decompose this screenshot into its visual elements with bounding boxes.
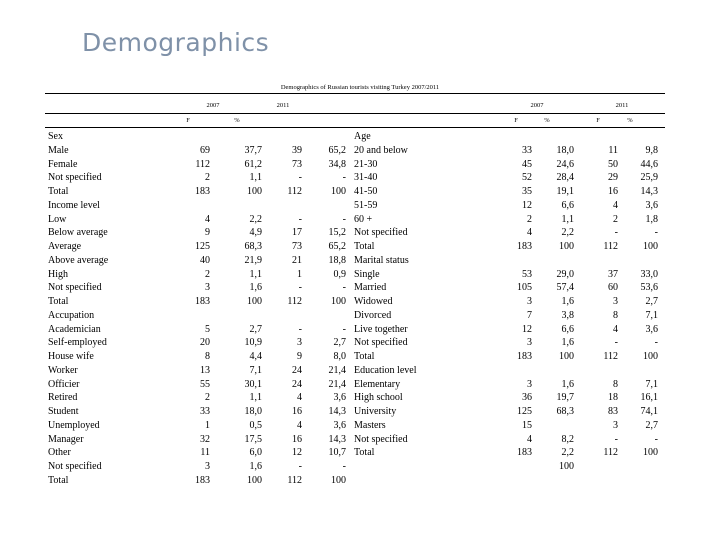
table-cell: -	[342, 213, 346, 225]
table-cell: 61,2	[244, 158, 262, 170]
table-cell	[588, 460, 618, 474]
table-cell	[540, 254, 574, 268]
table-cell: 4	[297, 419, 302, 431]
table-row-label: Total	[354, 241, 375, 252]
table-row-label: Total	[354, 447, 375, 459]
table-cell	[588, 364, 618, 378]
table-cell	[588, 254, 618, 268]
table-cell: 112	[603, 241, 618, 252]
table-cell: 15,2	[328, 227, 346, 239]
table-cell: 83	[608, 406, 618, 417]
table-row-label: University	[354, 406, 397, 417]
table-cell: 8,0	[333, 351, 346, 362]
table-row-label: Marital status	[354, 254, 409, 266]
table-row-label: Total	[48, 186, 69, 197]
table-cell: 30,1	[244, 378, 262, 390]
table-cell: 100	[247, 186, 262, 197]
table-cell	[228, 130, 262, 144]
table-cell: 60	[608, 282, 618, 294]
table-cell: 2	[205, 392, 210, 404]
table-cell: 68,3	[244, 241, 262, 252]
left-year-2011-header: 2011	[276, 102, 290, 109]
table-row-label: Total	[354, 351, 375, 362]
table-cell: 35	[522, 186, 532, 197]
table-cell: 69	[200, 144, 210, 156]
table-row-label: Academician	[48, 323, 101, 335]
table-cell: 1,6	[249, 282, 262, 294]
table-cell: 29	[608, 172, 618, 184]
table-cell: -	[654, 433, 658, 445]
table-row-label: Above average	[48, 254, 109, 266]
table-cell: 12	[292, 447, 302, 459]
table-cell: 6,0	[249, 447, 262, 459]
table-row-label: Not specified	[354, 433, 408, 445]
table-cell: 15	[522, 419, 532, 431]
table-cell	[540, 130, 574, 144]
table-cell: 2	[205, 172, 210, 184]
left-p2007-column	[228, 130, 262, 488]
table-cell: 6,6	[561, 199, 574, 211]
table-cell: 7,1	[645, 309, 658, 321]
table-row-label	[354, 460, 474, 474]
table-row-label: Single	[354, 268, 380, 280]
table-cell	[176, 309, 210, 323]
table-cell: 3,6	[645, 323, 658, 335]
table-cell: 100	[247, 296, 262, 307]
table-row-label: Unemployed	[48, 419, 100, 431]
table-cell: 3,6	[333, 392, 346, 404]
table-cell: 21,9	[244, 254, 262, 266]
table-cell: 3	[205, 282, 210, 294]
table-row-label: Live together	[354, 323, 408, 335]
right-p2011-column	[624, 130, 658, 474]
table-cell: -	[342, 282, 346, 294]
table-cell: 2	[527, 213, 532, 225]
table-cell: 1,1	[561, 213, 574, 225]
table-cell: 53	[522, 268, 532, 280]
table-cell: 33,0	[640, 268, 658, 280]
right-f-2007-header: F	[514, 117, 518, 124]
table-cell: 1,6	[561, 296, 574, 307]
table-cell: 100	[559, 461, 574, 472]
table-cell: 2,7	[249, 323, 262, 335]
table-cell: 1	[205, 419, 210, 431]
table-cell: 8	[613, 378, 618, 390]
table-cell: 50	[608, 158, 618, 170]
table-cell: 19,1	[556, 186, 574, 197]
right-pct-2011-header: %	[627, 117, 633, 124]
table-cell: -	[654, 337, 658, 349]
table-cell: 183	[195, 474, 210, 486]
table-cell: 10,9	[244, 337, 262, 349]
table-cell: 20	[200, 337, 210, 349]
table-cell: 2,2	[561, 227, 574, 239]
table-cell: 3	[613, 419, 618, 431]
table-row-label: Accupation	[48, 309, 95, 321]
right-f-2011-header: F	[596, 117, 600, 124]
right-label-column	[354, 130, 474, 474]
table-cell: 5	[205, 323, 210, 335]
table-row-label: 21-30	[354, 158, 378, 170]
table-cell	[500, 254, 532, 268]
table-row-label: Not specified	[354, 337, 408, 349]
table-cell: 14,3	[328, 406, 346, 417]
table-cell: 2,2	[561, 447, 574, 459]
table-cell: 74,1	[640, 406, 658, 417]
table-cell: 2	[613, 213, 618, 225]
table-cell: 7	[527, 309, 532, 321]
table-cell: 3	[205, 461, 210, 472]
table-cell: 57,4	[556, 282, 574, 294]
table-cell: 4	[527, 433, 532, 445]
table-cell: 24	[292, 378, 302, 390]
table-header-rule	[45, 113, 665, 114]
table-row-label: 51-59	[354, 199, 378, 211]
table-cell: 12	[522, 323, 532, 335]
table-cell: 112	[287, 296, 302, 307]
table-cell: 1,1	[249, 172, 262, 184]
table-subheader-rule	[45, 127, 665, 128]
table-cell: 112	[287, 474, 302, 486]
table-cell: 55	[200, 378, 210, 390]
table-cell	[624, 364, 658, 378]
table-cell: 10,7	[328, 447, 346, 459]
table-cell: -	[298, 172, 302, 184]
table-cell: 16	[292, 406, 302, 417]
table-cell: 2	[205, 268, 210, 280]
table-cell: 0,9	[333, 268, 346, 280]
table-cell: 4	[297, 392, 302, 404]
table-cell	[228, 199, 262, 213]
table-row-label: Total	[48, 296, 69, 307]
table-cell: 19,7	[556, 392, 574, 404]
table-cell: -	[654, 227, 658, 239]
table-cell: 8	[205, 351, 210, 362]
table-cell: 8,2	[561, 433, 574, 445]
table-cell: -	[614, 433, 618, 445]
table-cell	[500, 460, 532, 474]
table-cell	[500, 130, 532, 144]
left-f2007-column	[176, 130, 210, 488]
table-row-label: Education level	[354, 364, 417, 376]
table-cell: 36	[522, 392, 532, 404]
table-cell	[500, 364, 532, 378]
table-cell: 125	[517, 406, 532, 417]
table-row-label: Female	[48, 158, 78, 170]
table-cell: 100	[643, 351, 658, 362]
table-cell: 17	[292, 227, 302, 239]
table-cell	[624, 130, 658, 144]
table-cell: 11	[200, 447, 210, 459]
table-cell: 7,1	[645, 378, 658, 390]
table-cell: 1,1	[249, 392, 262, 404]
table-cell: 9	[297, 351, 302, 362]
table-cell: 9,8	[645, 144, 658, 156]
right-f2011-column	[588, 130, 618, 474]
table-cell	[540, 419, 574, 433]
table-cell: 125	[195, 241, 210, 252]
table-row-label: Low	[48, 213, 67, 225]
table-cell	[312, 199, 346, 213]
table-cell: 4,4	[249, 351, 262, 362]
table-row-label: Income level	[48, 199, 100, 211]
table-row-label: Age	[354, 131, 371, 142]
table-row-label: Worker	[48, 364, 78, 376]
table-cell: 52	[522, 172, 532, 184]
table-cell: 1,6	[561, 378, 574, 390]
table-cell: 112	[287, 186, 302, 197]
table-cell: 3	[527, 337, 532, 349]
table-cell: 100	[559, 241, 574, 252]
table-cell: 0,5	[249, 419, 262, 431]
table-cell: 183	[517, 351, 532, 362]
table-cell: 37	[608, 268, 618, 280]
table-cell: 21,4	[328, 364, 346, 376]
table-row-label: Not specified	[48, 172, 102, 184]
slide-title: Demographics	[82, 28, 270, 57]
table-cell: 9	[205, 227, 210, 239]
table-row-label: Self-employed	[48, 337, 107, 349]
table-row-label: Male	[48, 144, 69, 156]
table-cell	[624, 460, 658, 474]
table-cell	[176, 130, 210, 144]
table-cell: 3	[613, 296, 618, 307]
table-cell: 16	[292, 433, 302, 445]
table-cell: -	[342, 461, 346, 472]
table-cell: 4,9	[249, 227, 262, 239]
table-row-label: 60 +	[354, 213, 373, 225]
left-f-2007-header: F	[186, 117, 190, 124]
table-cell: 100	[559, 351, 574, 362]
table-cell: 53,6	[640, 282, 658, 294]
table-cell: 33	[522, 144, 532, 156]
table-cell: 8	[613, 309, 618, 321]
table-cell: 1,8	[645, 213, 658, 225]
table-cell: 11	[608, 144, 618, 156]
table-row-label: 41-50	[354, 186, 378, 197]
table-cell: 4	[527, 227, 532, 239]
table-cell: 4	[613, 199, 618, 211]
table-cell: -	[614, 337, 618, 349]
table-cell: 100	[643, 447, 658, 459]
table-cell: 183	[517, 241, 532, 252]
table-cell: 100	[331, 474, 346, 486]
table-row-label: 31-40	[354, 172, 378, 184]
table-cell: 6,6	[561, 323, 574, 335]
table-cell: 100	[331, 296, 346, 307]
table-cell: 7,1	[249, 364, 262, 376]
table-cell: 13	[200, 364, 210, 376]
table-cell: 68,3	[556, 406, 574, 417]
table-row-label: Not specified	[48, 461, 102, 472]
table-cell	[312, 130, 346, 144]
table-cell	[540, 364, 574, 378]
table-row-label: Married	[354, 282, 387, 294]
table-row-label: Below average	[48, 227, 108, 239]
table-cell: 65,2	[328, 241, 346, 252]
table-cell: 21,4	[328, 378, 346, 390]
table-cell: 18,8	[328, 254, 346, 266]
table-cell: 112	[603, 351, 618, 362]
table-cell: 3,6	[645, 199, 658, 211]
table-cell: 3,8	[561, 309, 574, 321]
table-cell: 100	[643, 241, 658, 252]
table-cell: 2,7	[645, 296, 658, 307]
table-cell: 73	[292, 241, 302, 252]
table-row-label: Manager	[48, 433, 84, 445]
table-cell: 100	[247, 474, 262, 486]
table-cell: 24,6	[556, 158, 574, 170]
left-label-column	[48, 130, 168, 488]
table-cell: 18,0	[244, 406, 262, 417]
table-row-label: Not specified	[48, 282, 102, 294]
right-pct-2007-header: %	[544, 117, 550, 124]
left-year-2007-header: 2007	[206, 102, 220, 109]
left-pct-2007-header: %	[234, 117, 240, 124]
table-row-label: Sex	[48, 131, 63, 142]
table-row-label: Not specified	[354, 227, 408, 239]
table-cell: 1	[297, 268, 302, 280]
table-cell	[588, 130, 618, 144]
table-row-label: House wife	[48, 351, 94, 362]
table-cell: 32	[200, 433, 210, 445]
table-cell: 14,3	[328, 433, 346, 445]
table-cell: 3	[297, 337, 302, 349]
table-cell	[270, 199, 302, 213]
table-cell: 44,6	[640, 158, 658, 170]
table-cell: -	[298, 323, 302, 335]
table-row-label: Student	[48, 406, 79, 417]
table-row-label: Retired	[48, 392, 78, 404]
table-cell: 105	[517, 282, 532, 294]
table-cell: 17,5	[244, 433, 262, 445]
table-top-rule	[45, 93, 665, 94]
table-cell: 3,6	[333, 419, 346, 431]
table-cell: -	[342, 172, 346, 184]
table-cell	[228, 309, 262, 323]
left-p2011-column	[312, 130, 346, 488]
table-cell: 29,0	[556, 268, 574, 280]
table-row-label: Officier	[48, 378, 80, 390]
table-cell: 100	[331, 186, 346, 197]
table-row-label: Other	[48, 447, 71, 459]
table-row-label: Total	[48, 474, 69, 486]
table-cell: 183	[195, 296, 210, 307]
table-caption: Demographics of Russian tourists visiting Turkey 2007/2011	[280, 84, 440, 91]
table-cell: 18	[608, 392, 618, 404]
table-cell: -	[298, 213, 302, 225]
table-cell	[270, 130, 302, 144]
table-cell: -	[614, 227, 618, 239]
table-cell: 14,3	[640, 186, 658, 197]
table-cell: 3	[527, 378, 532, 390]
table-cell: 1,6	[249, 461, 262, 472]
table-row-label: Average	[48, 241, 82, 252]
table-row-label: 20 and below	[354, 144, 408, 156]
table-row-label: High	[48, 268, 68, 280]
table-cell: -	[298, 461, 302, 472]
table-cell	[312, 309, 346, 323]
table-cell: -	[298, 282, 302, 294]
table-row-label: Divorced	[354, 309, 392, 321]
table-cell: 2,7	[645, 419, 658, 431]
right-p2007-column	[540, 130, 574, 474]
table-cell: 112	[603, 447, 618, 459]
table-row-label: High school	[354, 392, 403, 404]
table-cell: 24	[292, 364, 302, 376]
table-cell: 1,1	[249, 268, 262, 280]
table-row-label: Masters	[354, 419, 386, 431]
table-cell: 37,7	[244, 144, 262, 156]
table-cell: 40	[200, 254, 210, 266]
table-row-label: Widowed	[354, 296, 393, 307]
table-cell	[270, 309, 302, 323]
table-cell: 112	[195, 158, 210, 170]
table-cell: 3	[527, 296, 532, 307]
table-cell	[624, 254, 658, 268]
table-cell: 73	[292, 158, 302, 170]
left-f2011-column	[270, 130, 302, 488]
table-cell: 183	[195, 186, 210, 197]
table-cell: 21	[292, 254, 302, 266]
table-cell: 25,9	[640, 172, 658, 184]
table-cell: 39	[292, 144, 302, 156]
table-cell: 4	[613, 323, 618, 335]
table-cell	[176, 199, 210, 213]
table-cell: 183	[517, 447, 532, 459]
table-cell: 45	[522, 158, 532, 170]
table-cell: 2,2	[249, 213, 262, 225]
table-cell: 1,6	[561, 337, 574, 349]
table-cell: 4	[205, 213, 210, 225]
table-cell: 65,2	[328, 144, 346, 156]
right-f2007-column	[500, 130, 532, 474]
right-year-2011-header: 2011	[615, 102, 629, 109]
table-cell: 16	[608, 186, 618, 197]
table-cell: 33	[200, 406, 210, 417]
table-cell: 34,8	[328, 158, 346, 170]
table-cell: 28,4	[556, 172, 574, 184]
right-year-2007-header: 2007	[530, 102, 544, 109]
table-row-label: Elementary	[354, 378, 401, 390]
table-cell: -	[342, 323, 346, 335]
table-cell: 2,7	[333, 337, 346, 349]
table-cell: 16,1	[640, 392, 658, 404]
table-cell: 12	[522, 199, 532, 211]
table-cell: 18,0	[556, 144, 574, 156]
